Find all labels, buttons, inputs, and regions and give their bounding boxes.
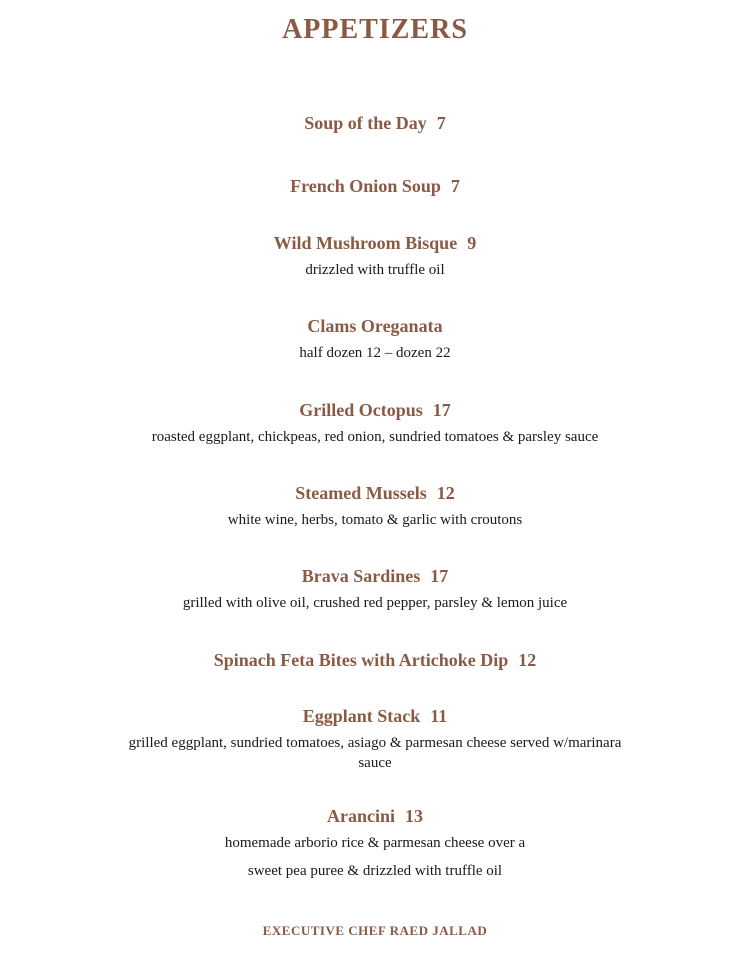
item-price: 9: [467, 233, 477, 253]
menu-item-grilled-octopus: [0, 399, 750, 447]
menu-item-french-onion-soup: [0, 175, 750, 197]
chef-credit: EXECUTIVE CHEF RAED JALLAD: [262, 923, 488, 938]
item-name: French Onion Soup: [290, 176, 441, 196]
item-price: 12: [436, 483, 455, 503]
item-name-line: [0, 315, 750, 337]
item-price: 7: [436, 113, 446, 133]
item-name: Eggplant Stack: [302, 706, 421, 726]
item-description: grilled with olive oil, crushed red pepper, parsley & lemon juice: [182, 595, 568, 611]
item-name-line: [0, 232, 750, 254]
item-description-line-2: sweet pea puree & drizzled with truffle oil: [247, 863, 503, 879]
item-name-line: [0, 649, 750, 671]
item-price: 7: [450, 176, 460, 196]
item-name: Clams Oreganata: [307, 316, 443, 336]
item-name: Grilled Octopus: [299, 400, 423, 420]
menu-item-brava-sardines: [0, 565, 750, 613]
page-title: APPETIZERS: [282, 14, 468, 45]
item-description: drizzled with truffle oil: [305, 262, 445, 278]
item-name: Wild Mushroom Bisque: [273, 233, 458, 253]
menu-item-soup-of-the-day: [0, 112, 750, 134]
item-name-line: [0, 565, 750, 587]
item-name-line: [0, 112, 750, 134]
menu-item-spinach-feta-bites: [0, 649, 750, 671]
item-name: Soup of the Day: [304, 113, 427, 133]
item-price: 17: [430, 566, 449, 586]
item-price: 12: [518, 650, 537, 670]
item-price: 17: [432, 400, 451, 420]
item-description: homemade arborio rice & parmesan cheese over a: [224, 835, 526, 851]
item-name-line: [0, 805, 750, 827]
item-name-line: [0, 705, 750, 727]
item-description: white wine, herbs, tomato & garlic with croutons: [227, 512, 523, 528]
item-name: Brava Sardines: [301, 566, 421, 586]
item-name: Steamed Mussels: [295, 483, 427, 503]
item-name-line: [0, 175, 750, 197]
item-description: grilled eggplant, sundried tomatoes, asiago & parmesan cheese served w/marinara sauce: [128, 735, 622, 771]
menu-item-clams-oreganata: [0, 315, 750, 363]
item-name: Arancini: [326, 806, 395, 826]
menu-item-wild-mushroom-bisque: [0, 232, 750, 280]
menu-item-arancini: [0, 805, 750, 881]
item-description: roasted eggplant, chickpeas, red onion, sundried tomatoes & parsley sauce: [151, 429, 599, 445]
item-name-line: [0, 399, 750, 421]
item-description: half dozen 12 – dozen 22: [299, 345, 451, 361]
item-price: 13: [405, 806, 423, 826]
item-name: Spinach Feta Bites with Artichoke Dip: [213, 650, 509, 670]
item-name-line: [0, 482, 750, 504]
menu-item-steamed-mussels: [0, 482, 750, 530]
item-price: 11: [430, 706, 448, 726]
menu-item-eggplant-stack: [0, 705, 750, 773]
